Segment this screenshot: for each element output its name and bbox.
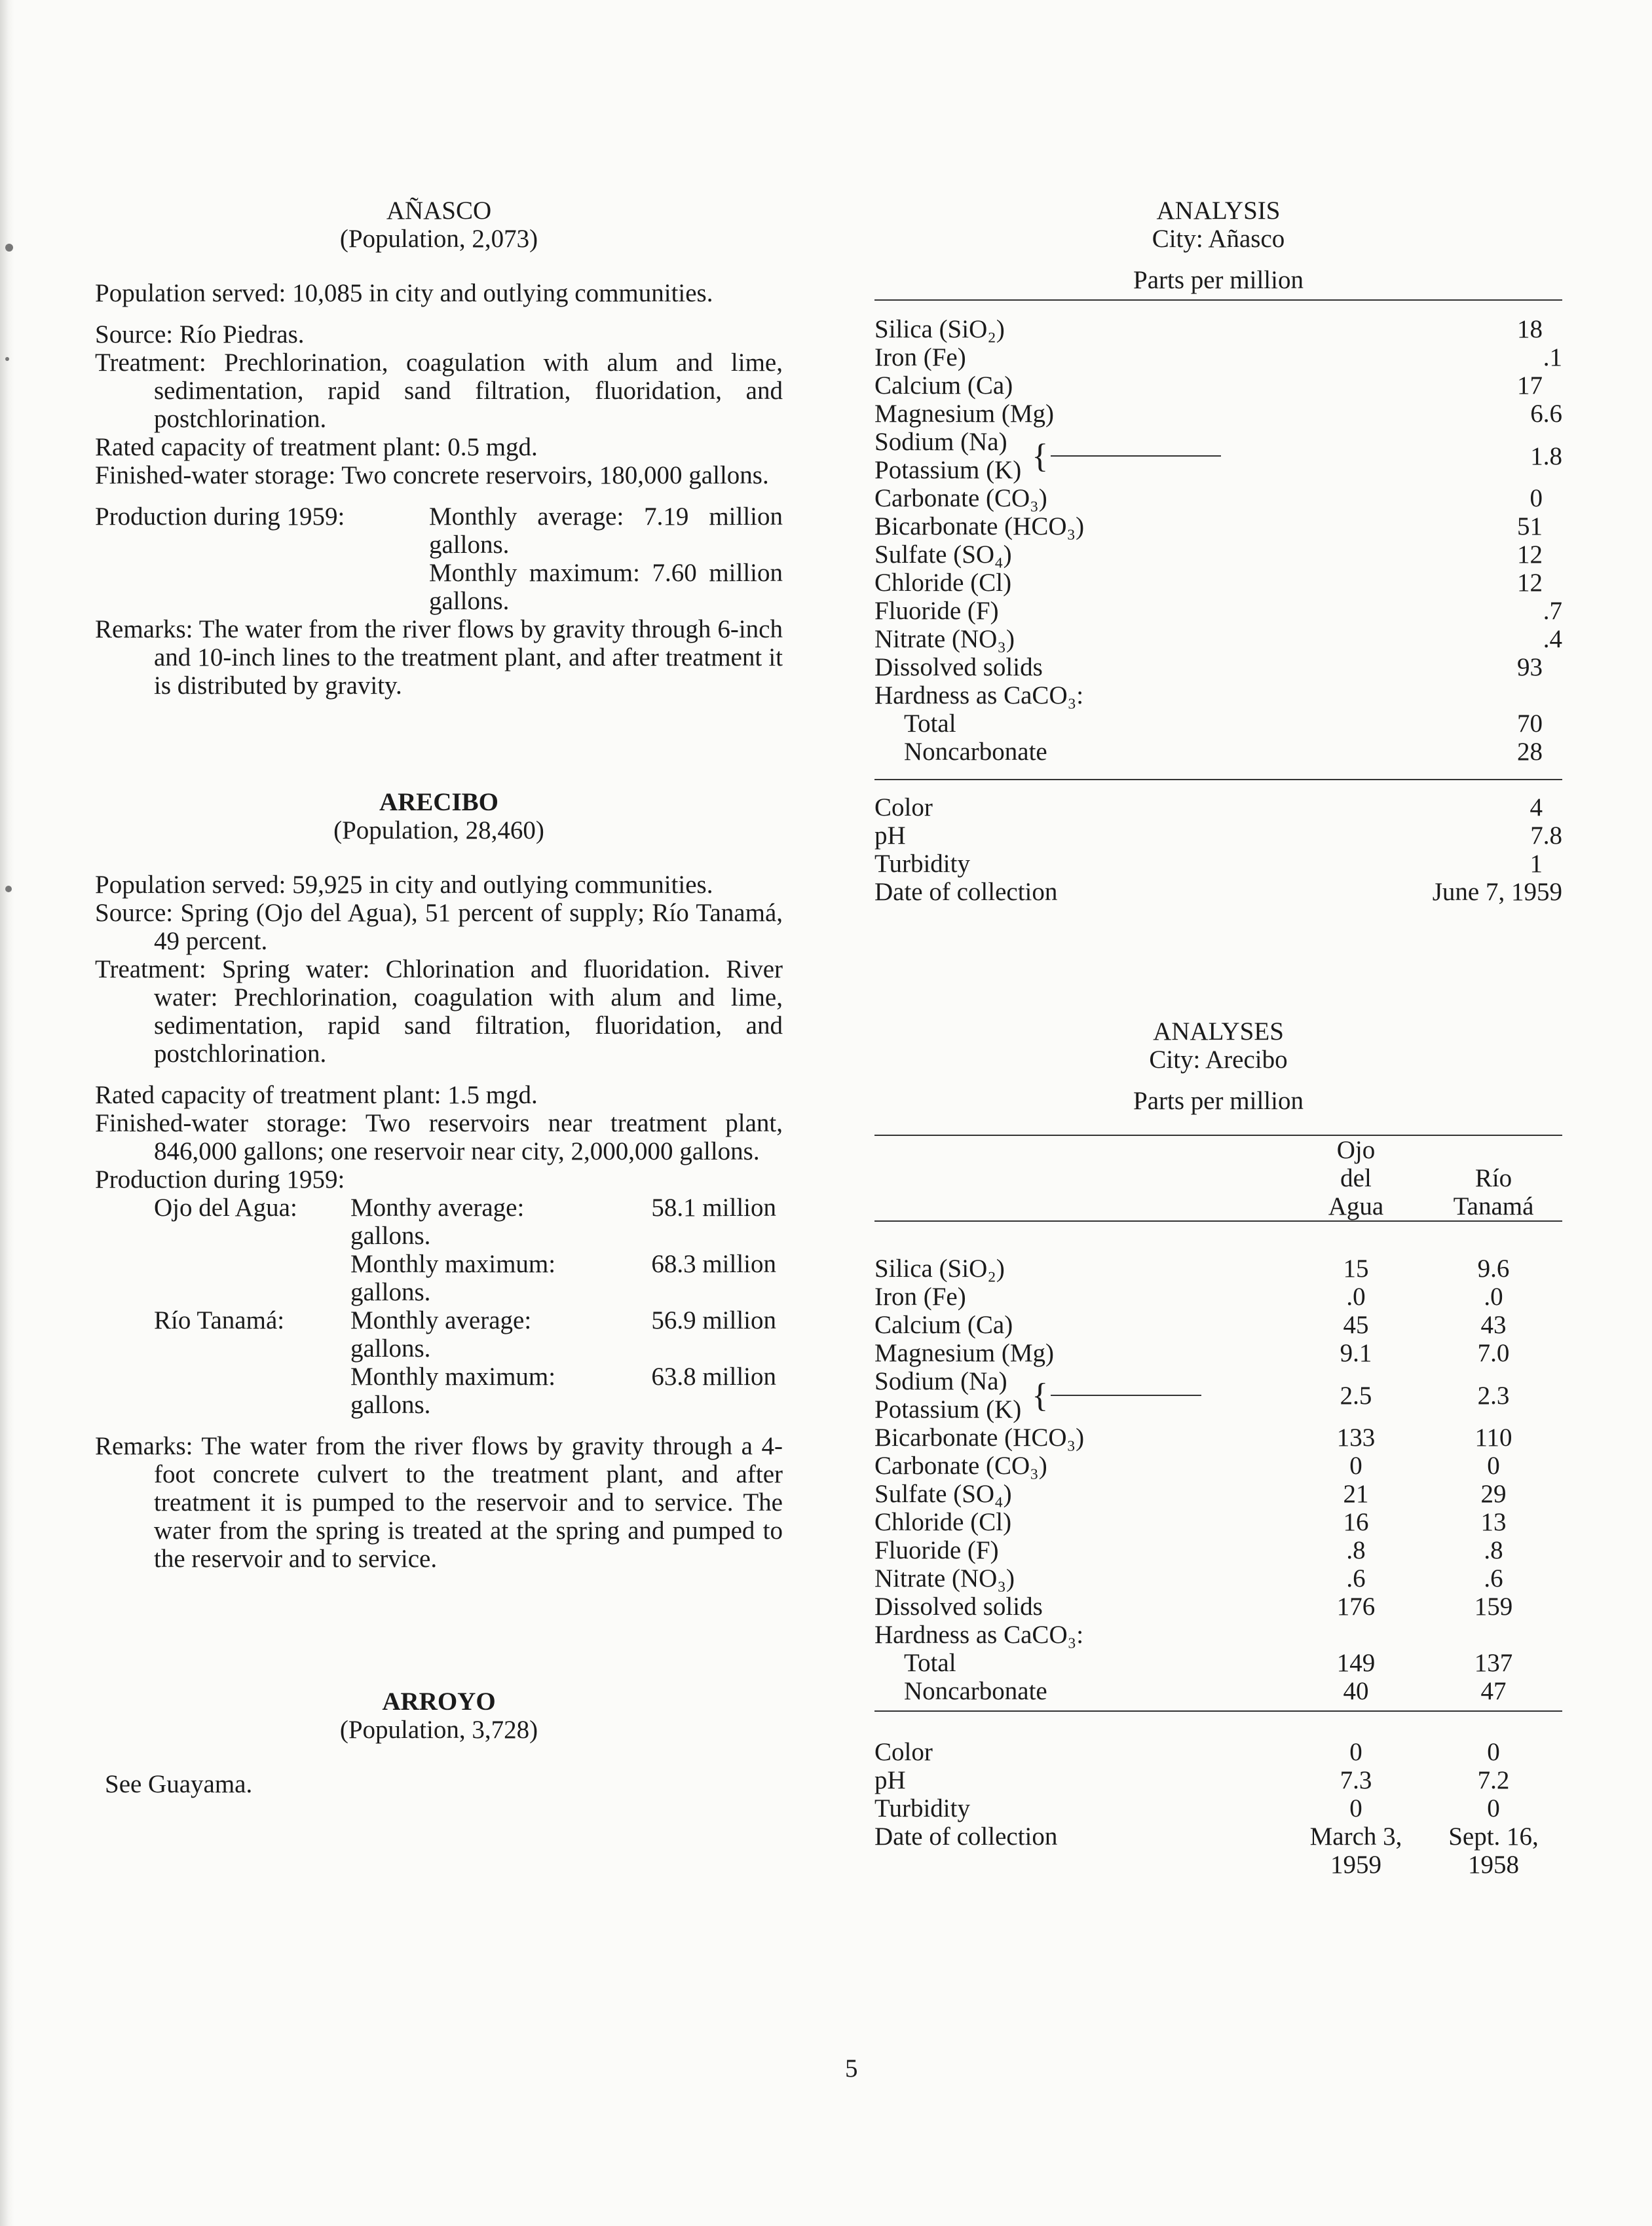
- value-b: 2.3: [1477, 1381, 1510, 1410]
- anasco-title: AÑASCO: [386, 197, 492, 225]
- scan-edge: [0, 0, 14, 2226]
- row-label: Dissolved solids: [874, 653, 1043, 681]
- table-row: [874, 1452, 1562, 1480]
- value-a: 149: [1336, 1649, 1376, 1677]
- row-label: Date of collection: [874, 878, 1058, 906]
- anasco-remarks: Remarks: The water from the river flows by gravity through 6-inch and 10-inch lines to the treatment plant, and after treatment it is distributed by gravity.: [95, 615, 783, 700]
- row-label: Sulfate (SO₄): [874, 540, 1012, 569]
- brace-icon: {: [1032, 437, 1049, 475]
- value-b: 0: [1487, 1738, 1500, 1766]
- anasco-production-label: Production during 1959:: [95, 502, 345, 531]
- row-value: 4: [1530, 793, 1543, 821]
- row-label: Magnesium (Mg): [874, 400, 1055, 428]
- value-b: 137: [1474, 1649, 1513, 1677]
- row-label: Sulfate (SO₄): [874, 1480, 1012, 1508]
- row-label: Bicarbonate (HCO₃): [874, 1424, 1085, 1452]
- row-value: 93: [1517, 653, 1543, 681]
- arecibo-treatment: Treatment: Spring water: Chlorination and fluoridation. River water: Prechlorination, coagulation with alum and lime, sedimentation, rapid sand filtration, fluoridation, and postchlorination.: [95, 955, 783, 1068]
- analysis-anasco-units: Parts per million: [1133, 266, 1304, 294]
- arecibo-storage: Finished-water storage: Two reservoirs near treatment plant, 846,000 gallons; one reservoir near city, 2,000,000 gallons.: [95, 1109, 783, 1165]
- table-row: [874, 653, 1562, 681]
- value-b: 43: [1480, 1311, 1507, 1339]
- row-label: Carbonate (CO₃): [874, 1452, 1047, 1480]
- row-value: 17: [1517, 371, 1543, 400]
- value-a: 2.5: [1340, 1381, 1372, 1410]
- arecibo-population: (Population, 28,460): [333, 816, 544, 844]
- arecibo-population-served: Population served: 59,925 in city and outlying communities.: [95, 871, 713, 899]
- row-label: pH: [874, 821, 906, 850]
- table-row: [874, 315, 1562, 343]
- table-row: [874, 1649, 1562, 1677]
- analyses-arecibo-table-2: [874, 1738, 1562, 1879]
- value-b: 110: [1474, 1424, 1512, 1452]
- table-row: [874, 512, 1562, 540]
- analysis-anasco-table: [874, 315, 1562, 766]
- row-value: 1: [1530, 850, 1543, 878]
- table-row: [874, 1536, 1562, 1564]
- analysis-anasco-table-2: [874, 793, 1562, 906]
- value-a: .0: [1346, 1283, 1366, 1311]
- value-b: .8: [1484, 1536, 1503, 1564]
- production-value: 68.3 million: [651, 1250, 776, 1278]
- sodium-label: Sodium (Na): [874, 1367, 1007, 1395]
- row-label: Iron (Fe): [874, 343, 966, 371]
- value-a: 45: [1343, 1311, 1369, 1339]
- value-b: 159: [1474, 1593, 1513, 1621]
- table-row: [874, 1480, 1562, 1508]
- table-row: [874, 1424, 1562, 1452]
- table-row: [874, 1367, 1562, 1424]
- leader-line: [1051, 1395, 1201, 1396]
- value-b: 7.0: [1477, 1339, 1510, 1367]
- page-number: 5: [845, 2054, 858, 2083]
- table-row: [874, 1283, 1562, 1311]
- column-header: Río: [1474, 1164, 1512, 1192]
- anasco-production-avg: Monthly average: 7.19 million gallons.: [429, 502, 783, 559]
- value-a: 176: [1336, 1593, 1376, 1621]
- row-value: 12: [1517, 540, 1543, 569]
- scan-speck: [5, 357, 9, 361]
- table-row: [874, 428, 1562, 484]
- row-label: Chloride (Cl): [874, 569, 1012, 597]
- leader-line: [1051, 455, 1221, 457]
- table-row: [874, 400, 1562, 428]
- table-row: [874, 850, 1562, 878]
- table-row: [874, 1564, 1562, 1593]
- row-label: Turbidity: [874, 1794, 970, 1822]
- production-source: Ojo del Agua:: [154, 1194, 297, 1222]
- table-row: [874, 1794, 1562, 1822]
- analysis-anasco-title: ANALYSIS: [1156, 197, 1281, 225]
- anasco-rated-capacity: Rated capacity of treatment plant: 0.5 mgd.: [95, 433, 538, 461]
- production-source: [154, 1363, 350, 1391]
- anasco-production-max: Monthly maximum: 7.60 million gallons.: [429, 559, 783, 615]
- analysis-anasco-city: City: Añasco: [1152, 225, 1285, 253]
- table-row: [874, 1738, 1562, 1766]
- row-label: Dissolved solids: [874, 1593, 1043, 1621]
- row-label: Color: [874, 793, 933, 821]
- analyses-arecibo-title: ANALYSES: [1153, 1017, 1284, 1046]
- value-a: .8: [1346, 1536, 1366, 1564]
- analyses-arecibo-city: City: Arecibo: [1149, 1046, 1288, 1074]
- value-b: 29: [1480, 1480, 1507, 1508]
- row-label: Total: [904, 1649, 956, 1677]
- value-a: 133: [1336, 1424, 1376, 1452]
- production-tail: gallons.: [350, 1278, 431, 1306]
- column-header: Agua: [1328, 1192, 1384, 1220]
- table-row: [874, 878, 1562, 906]
- scan-speck: [5, 244, 13, 252]
- row-label: Nitrate (NO₃): [874, 1564, 1015, 1593]
- production-value: 63.8 million: [651, 1363, 776, 1391]
- table-row: [874, 793, 1562, 821]
- value-a: 0: [1349, 1452, 1362, 1480]
- value-a: .6: [1346, 1564, 1366, 1593]
- row-value: 70: [1517, 709, 1543, 738]
- value-b: .0: [1484, 1283, 1503, 1311]
- value-b: .6: [1484, 1564, 1503, 1593]
- sodium-label: Sodium (Na): [874, 428, 1007, 456]
- table-row: [874, 681, 1562, 709]
- anasco-source: Source: Río Piedras.: [95, 320, 305, 349]
- scan-speck: [5, 886, 12, 892]
- analyses-arecibo-table: [874, 1254, 1562, 1705]
- arecibo-rated-capacity: Rated capacity of treatment plant: 1.5 mgd.: [95, 1081, 538, 1109]
- row-label: Fluoride (F): [874, 1536, 999, 1564]
- table-row: [874, 1311, 1562, 1339]
- left-column: [95, 197, 783, 1798]
- table-row: [874, 484, 1562, 512]
- row-label: Silica (SiO₂): [874, 1254, 1005, 1283]
- row-label: Silica (SiO₂): [874, 315, 1005, 343]
- row-value: June 7, 1959: [1432, 878, 1562, 906]
- value-a: 21: [1343, 1480, 1369, 1508]
- row-value: 18: [1517, 315, 1543, 343]
- arecibo-source: Source: Spring (Ojo del Agua), 51 percent of supply; Río Tanamá, 49 percent.: [95, 899, 783, 955]
- arecibo-remarks: Remarks: The water from the river flows by gravity through a 4-foot concrete culvert to the treatment plant, and after treatment it is pumped to the reservoir and to service. The water from the spring is treated at the spring and pumped to the reservoir and to service.: [95, 1432, 783, 1573]
- date-b-line: 1958: [1468, 1851, 1519, 1879]
- production-value: 58.1 million: [651, 1194, 776, 1222]
- row-label: Turbidity: [874, 850, 970, 878]
- value-a: 15: [1343, 1254, 1369, 1283]
- analyses-arecibo-units: Parts per million: [1133, 1087, 1304, 1115]
- value-b: 0: [1487, 1452, 1500, 1480]
- table-header-row: [874, 1136, 1562, 1220]
- table-row: [874, 821, 1562, 850]
- table-row: [874, 1339, 1562, 1367]
- row-label: Carbonate (CO₃): [874, 484, 1047, 512]
- table-row: [874, 540, 1562, 569]
- table-row: [874, 738, 1562, 766]
- row-label: Magnesium (Mg): [874, 1339, 1055, 1367]
- anasco-treatment: Treatment: Prechlorination, coagulation with alum and lime, sedimentation, rapid sand filtration, fluoridation, and postchlorination.: [95, 349, 783, 433]
- value-a: 40: [1343, 1677, 1369, 1705]
- row-label: Bicarbonate (HCO₃): [874, 512, 1085, 540]
- table-row: [874, 1677, 1562, 1705]
- row-value: 12: [1517, 569, 1543, 597]
- row-label: Color: [874, 1738, 933, 1766]
- value-b: 47: [1480, 1677, 1507, 1705]
- date-a-line: 1959: [1330, 1851, 1381, 1879]
- right-column: [874, 197, 1562, 1879]
- value-a: 9.1: [1340, 1339, 1372, 1367]
- production-tail: gallons.: [350, 1222, 431, 1250]
- potassium-label: Potassium (K): [874, 1395, 1022, 1424]
- value-a: 0: [1349, 1794, 1362, 1822]
- row-value: 51: [1517, 512, 1543, 540]
- row-label: Fluoride (F): [874, 597, 999, 625]
- production-tail: gallons.: [350, 1334, 431, 1363]
- production-source: Río Tanamá:: [154, 1306, 285, 1334]
- row-value: 28: [1517, 738, 1543, 766]
- table-row: [874, 371, 1562, 400]
- row-value: .7: [1543, 597, 1562, 625]
- row-label: Noncarbonate: [904, 738, 1047, 766]
- row-label: Calcium (Ca): [874, 1311, 1013, 1339]
- row-label: Calcium (Ca): [874, 371, 1013, 400]
- anasco-storage: Finished-water storage: Two concrete reservoirs, 180,000 gallons.: [95, 461, 769, 489]
- arecibo-title: ARECIBO: [379, 788, 499, 816]
- column-header: del: [1340, 1164, 1372, 1192]
- arroyo-note: See Guayama.: [105, 1770, 253, 1798]
- row-label: Total: [904, 709, 956, 738]
- row-label: Iron (Fe): [874, 1283, 966, 1311]
- value-b: 9.6: [1477, 1254, 1510, 1283]
- table-row: [874, 1621, 1562, 1649]
- anasco-population: (Population, 2,073): [339, 225, 538, 253]
- table-row: [874, 1254, 1562, 1283]
- row-value: 0: [1530, 484, 1543, 512]
- production-label: Monthly average:: [350, 1306, 532, 1334]
- value-a: 7.3: [1340, 1766, 1372, 1794]
- table-row: [874, 569, 1562, 597]
- production-value: 56.9 million: [651, 1306, 776, 1334]
- production-tail: gallons.: [350, 1391, 431, 1419]
- production-label: Monthly maximum:: [350, 1250, 556, 1278]
- date-b-line: Sept. 16,: [1448, 1822, 1539, 1851]
- table-row: [874, 709, 1562, 738]
- table-row: [874, 343, 1562, 371]
- value-b: 0: [1487, 1794, 1500, 1822]
- potassium-label: Potassium (K): [874, 456, 1022, 484]
- row-label: Hardness as CaCO₃:: [874, 681, 1084, 709]
- table-row: [874, 625, 1562, 653]
- column-header: Tanamá: [1453, 1192, 1534, 1220]
- row-label: pH: [874, 1766, 906, 1794]
- arroyo-title: ARROYO: [382, 1688, 496, 1716]
- anasco-production: [95, 502, 783, 615]
- date-a-line: March 3,: [1309, 1822, 1402, 1851]
- anasco-population-served: Population served: 10,085 in city and outlying communities.: [95, 279, 713, 307]
- row-label: Chloride (Cl): [874, 1508, 1012, 1536]
- row-value: 7.8: [1530, 821, 1562, 850]
- table-row: [874, 1822, 1562, 1879]
- table-row: [874, 1766, 1562, 1794]
- value-b: 7.2: [1477, 1766, 1510, 1794]
- row-label: Nitrate (NO₃): [874, 625, 1015, 653]
- row-label: Hardness as CaCO₃:: [874, 1621, 1084, 1649]
- arecibo-production-label: Production during 1959:: [95, 1165, 345, 1194]
- row-label: Noncarbonate: [904, 1677, 1047, 1705]
- column-header: Ojo: [1336, 1136, 1376, 1164]
- row-value: .1: [1543, 343, 1562, 371]
- production-source: [154, 1250, 350, 1278]
- table-row: [874, 1508, 1562, 1536]
- brace-icon: {: [1032, 1376, 1049, 1414]
- row-value: 1.8: [1530, 442, 1562, 470]
- arecibo-production: [95, 1194, 783, 1419]
- row-value: 6.6: [1530, 400, 1562, 428]
- analyses-arecibo-header: [874, 1136, 1562, 1220]
- table-row: [874, 1593, 1562, 1621]
- production-label: Monthly maximum:: [350, 1363, 556, 1391]
- production-label: Monthy average:: [350, 1194, 525, 1222]
- arroyo-population: (Population, 3,728): [339, 1716, 538, 1744]
- value-a: 0: [1349, 1738, 1362, 1766]
- table-row: [874, 597, 1562, 625]
- value-a: 16: [1343, 1508, 1369, 1536]
- value-b: 13: [1480, 1508, 1507, 1536]
- row-label: Date of collection: [874, 1822, 1058, 1851]
- row-value: .4: [1543, 625, 1562, 653]
